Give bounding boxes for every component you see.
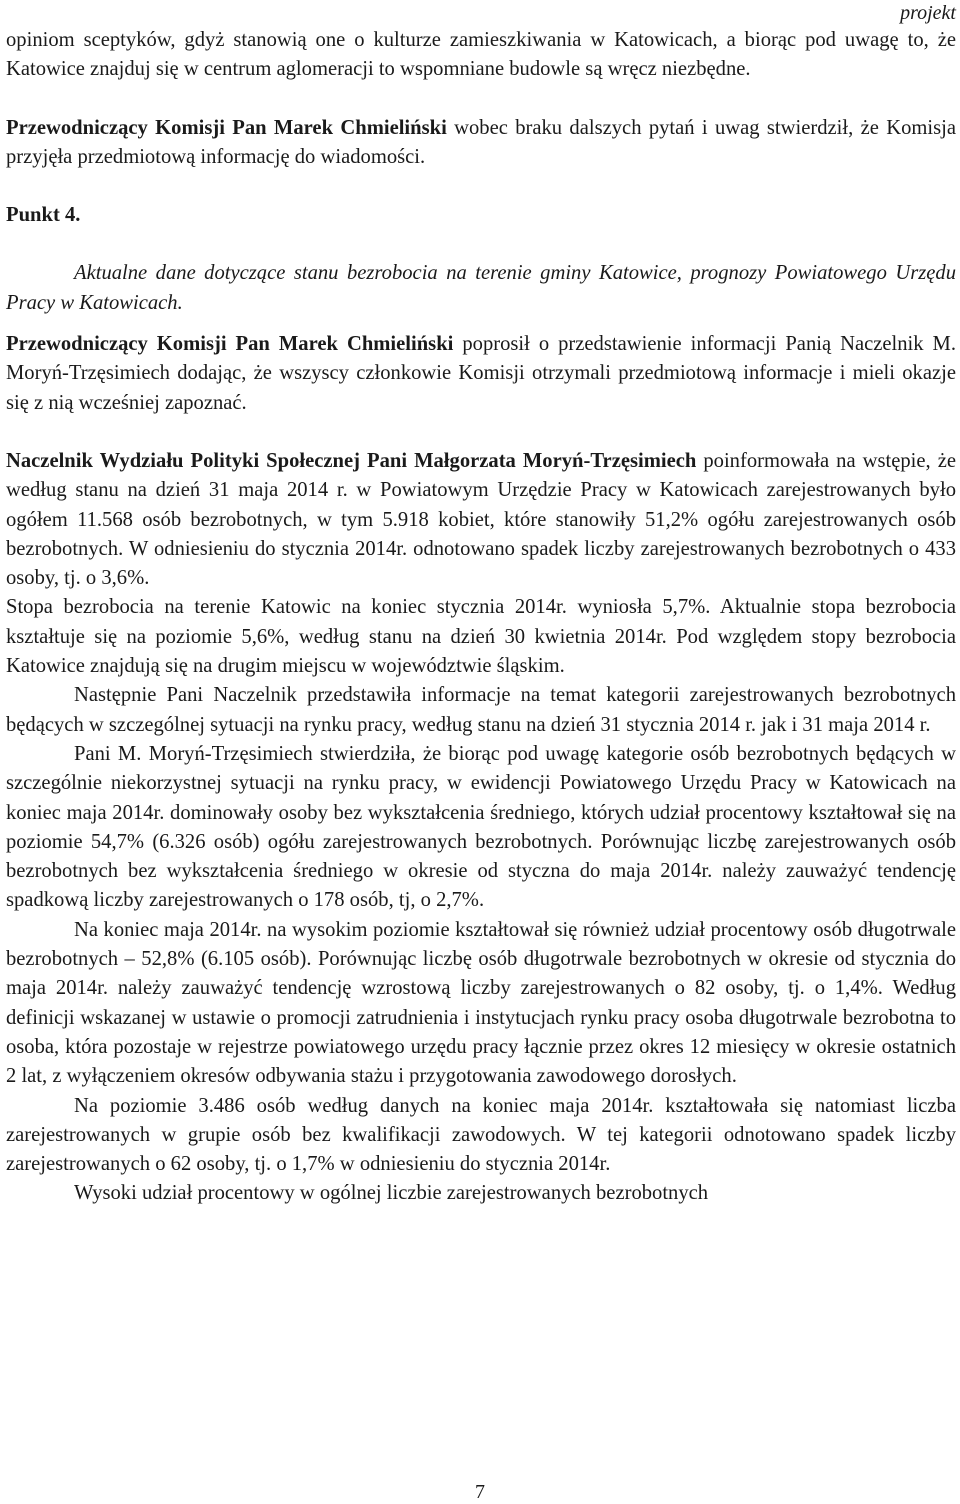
paragraph-11 — [6, 1092, 956, 1180]
paragraph-12 — [6, 1179, 956, 1208]
agenda-item-text: Aktualne dane dotyczące stanu bezrobocia na terenie gminy Katowice, prognozy Powiatowego Urzędu Pracy w Katowicach. — [6, 262, 956, 314]
paragraph-9 — [6, 740, 956, 916]
paragraph-7 — [6, 593, 956, 681]
paragraph-2 — [6, 114, 956, 173]
speaker-name: Przewodniczący Komisji Pan Marek Chmieliński — [6, 333, 454, 356]
document-body — [6, 26, 956, 1209]
paragraph-text: Wysoki udział procentowy w ogólnej liczbie zarejestrowanych bezrobotnych — [74, 1182, 709, 1205]
speaker-name: Naczelnik Wydziału Polityki Społecznej Pani Małgorzata Moryń-Trzęsimiech — [6, 449, 697, 472]
paragraph-text: Pani M. Moryń-Trzęsimiech stwierdziła, że biorąc pod uwagę kategorie osób bezrobotnych będących w szczególnie niekorzystnej sytuacji na rynku pracy, w ewidencji Powiatowego Urzędu Pracy w Katowicach na koniec maja 2014r. dominowały osoby bez wykształcenia średniego, których udział procentowy kształtował się na poziomie 54,7% (6.326 osób) ogółu zarejestrowanych bezrobotnych. Porównując liczbę zarejestrowanych osób bezrobotnych bez wykształcenia średniego w okresie od styczna do maja 2014r. należy zauważyć tendencję spadkową liczby zarejestrowanych o 178 osób, tj, o 2,7%. — [6, 742, 956, 912]
paragraph-text: Na koniec maja 2014r. na wysokim poziomie kształtował się również udział procentowy osób długotrwale bezrobotnych – 52,8% (6.105 osób). Porównując liczbę osób długotrwale bezrobotnych w okresie od stycznia do maja 2014r. należy zauważyć tendencję wzrostową liczby zarejestrowanych o 82 osoby, tj. o 1,4%. Według definicji wskazanej w ustawie o promocji zatrudnienia i instytucjach rynku pracy osoba długotrwale bezrobotna to osoba, która pozostaje w rejestrze powiatowego urzędu pracy łącznie przez okres 12 miesięcy w okresie ostatnich 2 lat, z wyłączeniem okresów odbywania stażu i przygotowania zawodowego dorosłych. — [6, 918, 956, 1088]
paragraph-text: Na poziomie 3.486 osób według danych na koniec maja 2014r. kształtowała się natomiast liczba zarejestrowanych w grupie osób bez kwalifikacji zawodowych. W tej kategorii odnotowano spadek liczby zarejestrowanych o 62 osoby, tj. o 1,7% w odniesieniu do stycznia 2014r. — [6, 1094, 956, 1176]
paragraph-6 — [6, 447, 956, 593]
paragraph-text: opiniom sceptyków, gdyż stanowią one o kulturze zamieszkiwania w Katowicach, a biorąc pod uwagę to, że Katowice znajduj się w centrum aglomeracji to wspomniane budowle są wręcz niezbędne. — [6, 29, 956, 81]
paragraph-text: wobec braku dalszych pytań i uwag stwierdził, że Komisja przyjęła przedmiotową informację do wiadomości. — [6, 116, 956, 168]
paragraph-8 — [6, 681, 956, 740]
header-label: projekt — [900, 2, 956, 24]
agenda-item-title — [6, 259, 956, 318]
paragraph-10 — [6, 916, 956, 1092]
section-heading — [6, 201, 956, 230]
paragraph-5 — [6, 330, 956, 418]
paragraph-1 — [6, 26, 956, 85]
paragraph-text: poinformowała na wstępie, że według stanu na dzień 31 maja 2014 r. w Powiatowym Urzędzie Pracy w Katowicach zarejestrowanych było ogółem 11.568 osób bezrobotnych, w tym 5.918 kobiet, które stanowiły 51,2% ogółu zarejestrowanych osób bezrobotnych. W odniesieniu do stycznia 2014r. odnotowano spadek liczby zarejestrowanych bezrobotnych o 433 osoby, tj. o 3,6%. — [6, 449, 956, 590]
paragraph-text: poprosił o przedstawienie informacji Panią Naczelnik M. Moryń-Trzęsimiech dodając, że wszyscy członkowie Komisji otrzymali przedmiotową informacje i mieli okazje się z nią wcześniej zapoznać. — [6, 333, 956, 414]
page-number: 7 — [475, 1481, 485, 1503]
paragraph-text: Następnie Pani Naczelnik przedstawiła informacje na temat kategorii zarejestrowanych bezrobotnych będących w szczególnej sytuacji na rynku pracy, według stanu na dzień 31 stycznia 2014 r. jak i 31 maja 2014 r. — [6, 684, 956, 736]
paragraph-text: Stopa bezrobocia na terenie Katowic na koniec stycznia 2014r. wyniosła 5,7%. Aktualnie stopa bezrobocia kształtuje się na poziomie 5,6%, według stanu na dzień 30 kwietnia 2014r. Pod względem stopy bezrobocia Katowice znajdują się na drugim miejscu w województwie śląskim. — [6, 596, 956, 678]
section-heading-label: Punkt 4. — [6, 204, 81, 227]
speaker-name: Przewodniczący Komisji Pan Marek Chmieliński — [6, 116, 447, 139]
